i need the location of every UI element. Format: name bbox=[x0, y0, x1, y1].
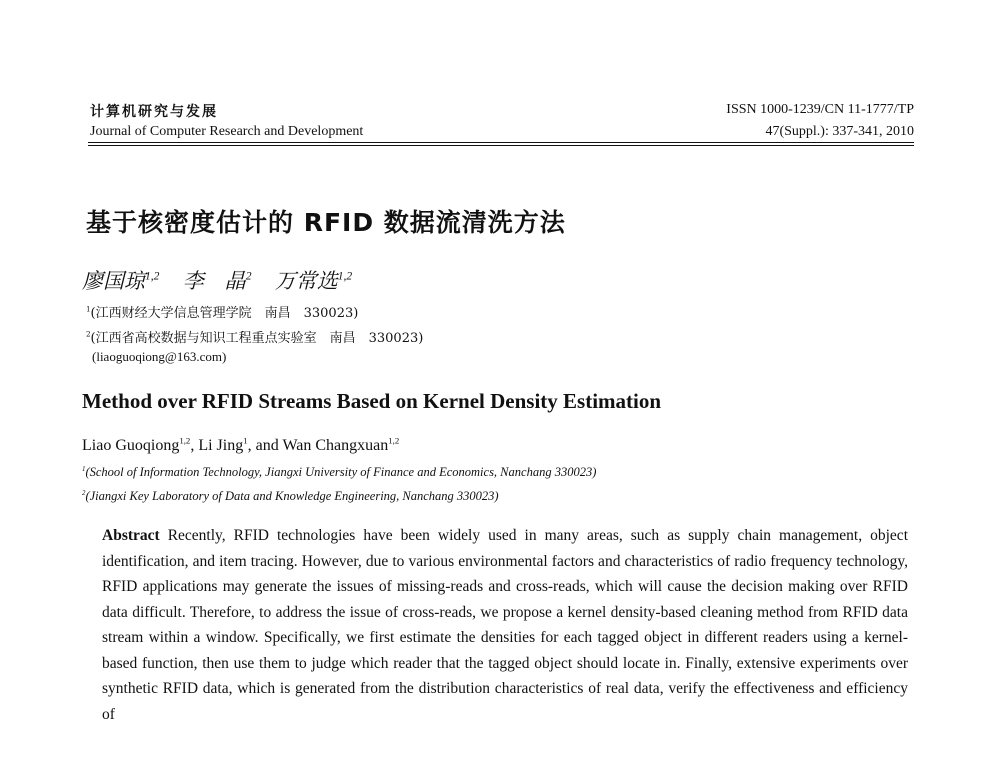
affiliation-cn-2: $^2$(江西省高校数据与知识工程重点实验室 南昌 330023) bbox=[86, 329, 424, 346]
header-rule-top bbox=[88, 142, 914, 143]
journal-name-en: Journal of Computer Research and Development bbox=[90, 124, 364, 139]
author-cn-2: 李 晶$^2$ bbox=[182, 269, 252, 293]
authors-cn bbox=[82, 265, 370, 295]
author-cn-3: 万常选$^{1,2}$ bbox=[274, 269, 353, 293]
volume-pages-line: 47(Suppl.): 337-341, 2010 bbox=[765, 124, 914, 139]
journal-name-cn: 计算机研究与发展 bbox=[90, 105, 218, 120]
author-en-3: Wan Changxuan$^{1,2}$ bbox=[282, 435, 400, 454]
paper-title-en: Method over RFID Streams Based on Kernel Density Estimation bbox=[82, 389, 662, 413]
paper-title-cn: 基于核密度估计的 RFID 数据流清洗方法 bbox=[86, 208, 566, 237]
author-cn-1: 廖国琼$^{1,2}$ bbox=[82, 269, 160, 293]
affiliation-en-1: $^1$(School of Information Technology, Jiangxi University of Finance and Economics, Nanchang 330023) bbox=[82, 465, 597, 479]
abstract-label: Abstract bbox=[102, 527, 160, 544]
issn-line: ISSN 1000-1239/CN 11-1777/TP bbox=[726, 102, 914, 117]
author-en-2: Li Jing$^1$ bbox=[198, 435, 248, 454]
author-email: (liaoguoqiong@163.com) bbox=[92, 349, 227, 364]
abstract-text: Recently, RFID technologies have been widely used in many areas, such as supply chain management, object identification, and item tracing. However, due to various environmental factors and characteristics of radio frequency technology, RFID applications may generate the issues of missing-reads and cross-reads, which will cause the decision making over RFID data difficult. Therefore, to address the issue of cross-reads, we propose a kernel density-based cleaning method from RFID data stream within a window. Specifically, we first estimate the densities for each tagged object in different readers using a kernel-based function, then use them to judge which reader that the tagged object should locate in. Finally, extensive experiments over synthetic RFID data, which is generated from the distribution characteristics of real data, verify the effectiveness and efficiency of bbox=[102, 527, 908, 723]
abstract-paragraph bbox=[102, 523, 908, 727]
authors-en: Liao Guoqiong$^{1,2}$, Li Jing$^1$, and Wan Changxuan$^{1,2}$ bbox=[82, 435, 400, 454]
header-rule-bottom bbox=[88, 145, 914, 146]
affiliation-en-2: $^2$(Jiangxi Key Laboratory of Data and Knowledge Engineering, Nanchang 330023) bbox=[82, 489, 499, 503]
author-en-1: Liao Guoqiong$^{1,2}$ bbox=[82, 435, 191, 454]
affiliation-cn-1: $^1$(江西财经大学信息管理学院 南昌 330023) bbox=[86, 304, 359, 321]
